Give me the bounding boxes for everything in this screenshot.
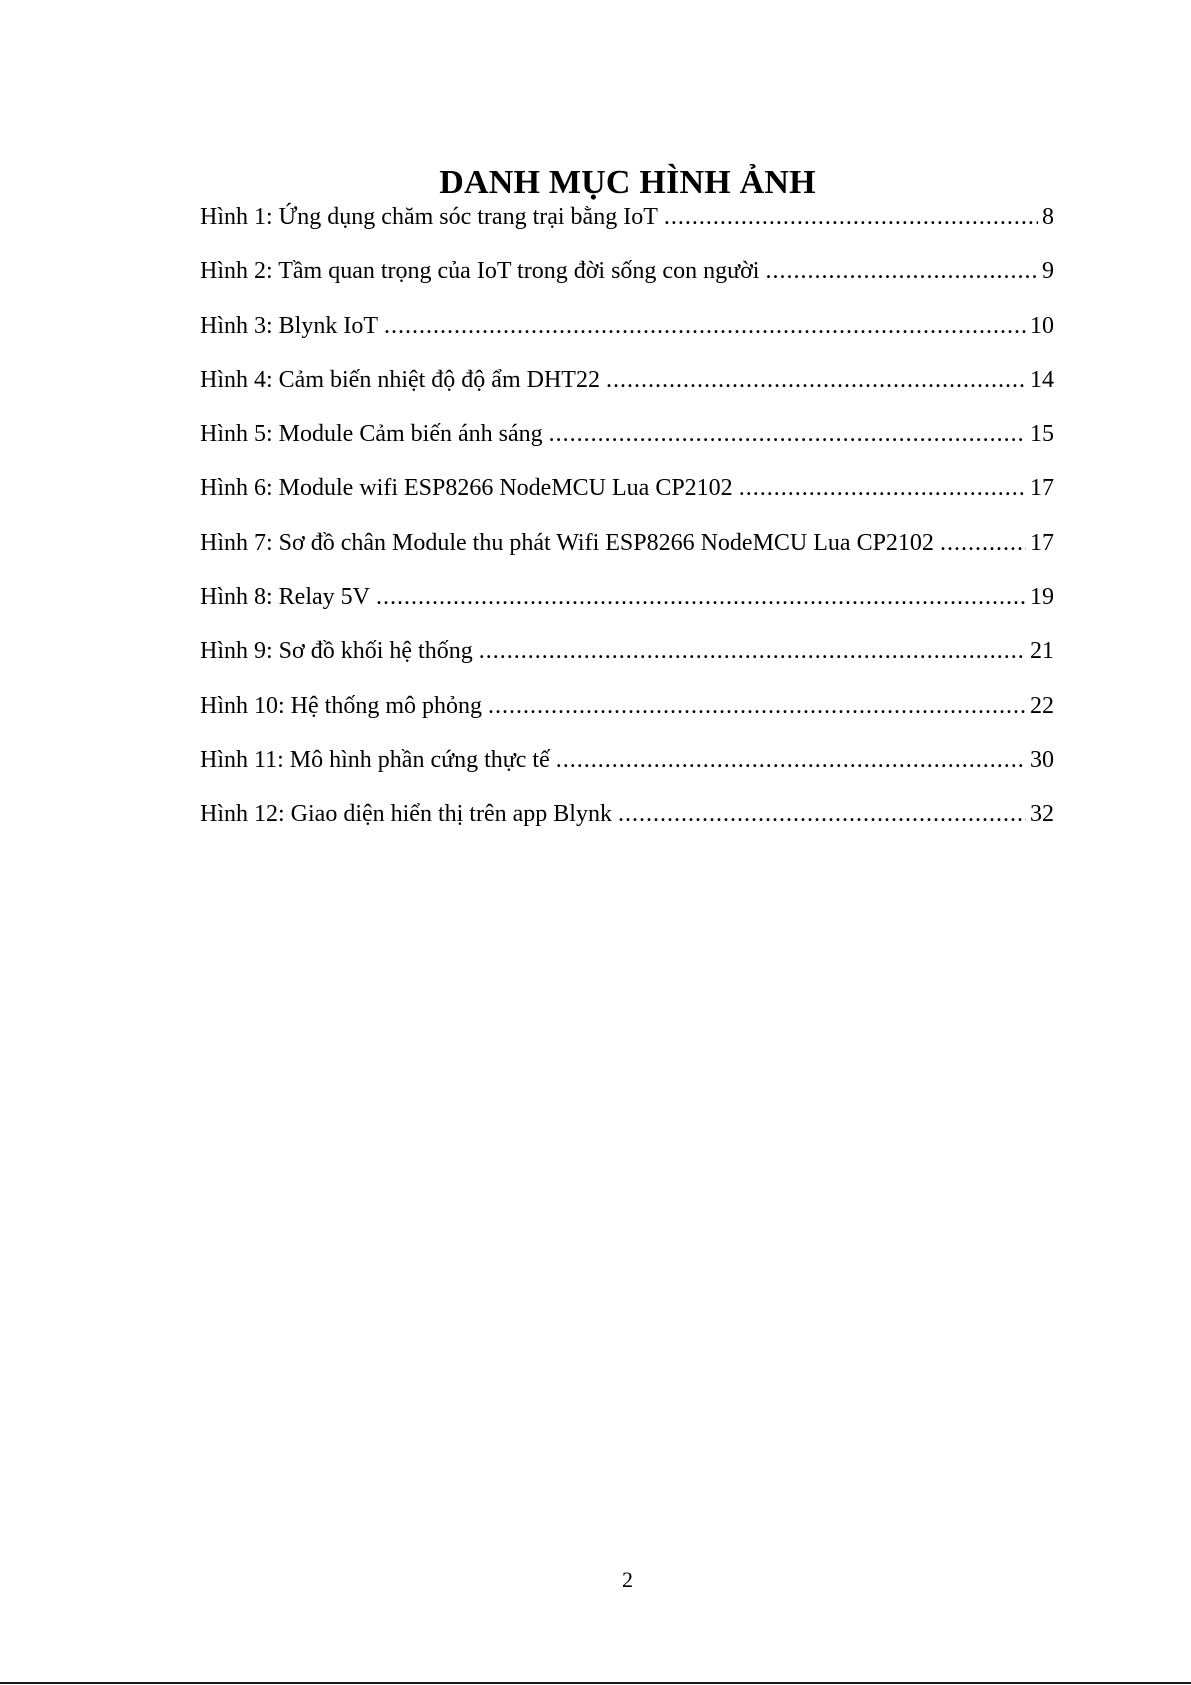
figure-entry-page: 32 (1030, 801, 1054, 828)
figure-entry[interactable] (200, 256, 1054, 310)
figure-entry-label: Hình 9: Sơ đồ khối hệ thống (200, 638, 473, 665)
figure-entry-page: 15 (1030, 421, 1054, 448)
dot-leader (618, 799, 1026, 829)
figure-list (200, 202, 1054, 854)
figure-entry[interactable] (200, 636, 1054, 690)
figure-entry[interactable] (200, 799, 1054, 853)
figure-entry[interactable] (200, 419, 1054, 473)
dot-leader (765, 256, 1038, 286)
figure-entry-label: Hình 10: Hệ thống mô phỏng (200, 692, 482, 719)
figure-entry[interactable] (200, 311, 1054, 365)
page-number: 2 (622, 1567, 633, 1592)
figure-entry-label: Hình 5: Module Cảm biến ánh sáng (200, 421, 543, 448)
dot-leader (556, 745, 1026, 775)
figure-entry[interactable] (200, 691, 1054, 745)
dot-leader (384, 311, 1026, 341)
figure-entry-page: 19 (1030, 584, 1054, 611)
dot-leader (488, 691, 1026, 721)
dot-leader (940, 528, 1026, 558)
figure-entry-label: Hình 2: Tầm quan trọng của IoT trong đời sống con người (200, 258, 760, 285)
dot-leader (739, 473, 1026, 503)
figure-entry-page: 10 (1030, 312, 1054, 339)
figure-entry-label: Hình 7: Sơ đồ chân Module thu phát Wifi ESP8266 NodeMCU Lua CP2102 (200, 529, 934, 556)
figure-entry-page: 17 (1030, 529, 1054, 556)
page-edge-divider (0, 1682, 1191, 1684)
figure-entry[interactable] (200, 582, 1054, 636)
figure-entry-page: 9 (1042, 258, 1054, 285)
figure-entry-page: 8 (1042, 204, 1054, 230)
figure-entry-label: Hình 3: Blynk IoT (200, 312, 378, 339)
dot-leader (664, 202, 1038, 232)
page-title: DANH MỤC HÌNH ẢNH (439, 163, 816, 201)
figure-entry-label: Hình 6: Module wifi ESP8266 NodeMCU Lua CP2102 (200, 475, 733, 502)
figure-entry[interactable] (200, 365, 1054, 419)
dot-leader (549, 419, 1026, 449)
figure-entry-label: Hình 11: Mô hình phần cứng thực tế (200, 746, 550, 773)
figure-entry[interactable] (200, 202, 1054, 256)
figure-entry-page: 14 (1030, 366, 1054, 393)
figure-entry-page: 22 (1030, 692, 1054, 719)
figure-entry-label: Hình 12: Giao diện hiển thị trên app Blynk (200, 801, 612, 828)
dot-leader (376, 582, 1026, 612)
figure-entry-label: Hình 8: Relay 5V (200, 584, 370, 611)
figure-entry-page: 17 (1030, 475, 1054, 502)
figure-entry-label: Hình 1: Ứng dụng chăm sóc trang trại bằng IoT (200, 204, 658, 230)
dot-leader (479, 636, 1026, 666)
figure-entry[interactable] (200, 528, 1054, 582)
figure-entry[interactable] (200, 745, 1054, 799)
figure-entry-page: 21 (1030, 638, 1054, 665)
figure-entry-label: Hình 4: Cảm biến nhiệt độ độ ẩm DHT22 (200, 366, 600, 393)
figure-entry[interactable] (200, 473, 1054, 527)
figure-entry-page: 30 (1030, 746, 1054, 773)
dot-leader (606, 365, 1026, 395)
